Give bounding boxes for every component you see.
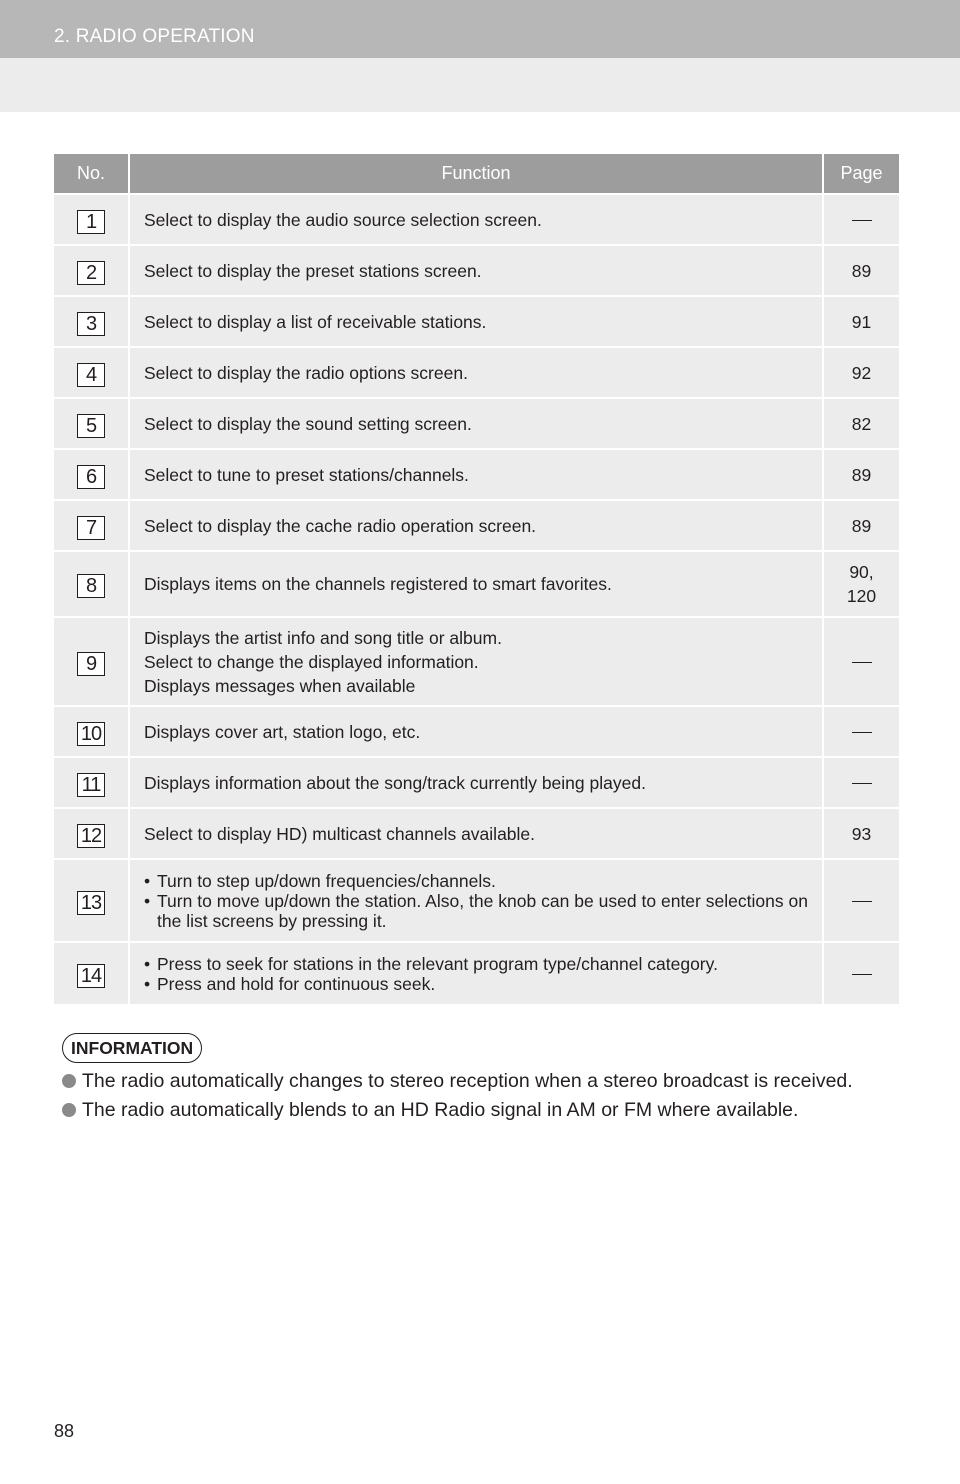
info-item-text: The radio automatically changes to stereo reception when a stereo broadcast is received. xyxy=(82,1070,853,1092)
page-reference: 93 xyxy=(851,823,872,844)
bullet-icon: • xyxy=(144,973,151,994)
page-reference: 90, 120 xyxy=(846,562,877,606)
no-page-dash-icon xyxy=(852,901,872,902)
row-number-cell xyxy=(54,757,129,808)
column-header-function: Function xyxy=(129,154,823,194)
function-cell xyxy=(129,245,823,296)
row-number-cell xyxy=(54,500,129,551)
function-text: Displays information about the song/track currently being played. xyxy=(144,772,646,793)
table-row xyxy=(54,500,899,551)
column-header-no: No. xyxy=(54,154,129,194)
info-item-text: The radio automatically blends to an HD Radio signal in AM or FM where available. xyxy=(82,1099,799,1121)
row-number-box: 2 xyxy=(77,261,105,285)
bullet-icon: • xyxy=(144,870,151,891)
row-number-cell xyxy=(54,296,129,347)
bullet-icon: • xyxy=(144,890,151,911)
table-row xyxy=(54,449,899,500)
row-number-cell xyxy=(54,398,129,449)
row-number-box: 9 xyxy=(77,652,105,676)
row-number-box: 8 xyxy=(77,574,105,598)
function-cell xyxy=(129,449,823,500)
bullet-icon xyxy=(62,1103,76,1117)
info-item xyxy=(62,1097,942,1123)
bullet-item xyxy=(144,871,808,891)
page-cell xyxy=(823,398,899,449)
page-cell xyxy=(823,617,899,706)
function-cell xyxy=(129,398,823,449)
row-number-cell xyxy=(54,551,129,617)
row-number-cell xyxy=(54,194,129,245)
page-reference: 92 xyxy=(851,362,872,383)
page-cell xyxy=(823,808,899,859)
function-cell xyxy=(129,706,823,757)
table-row xyxy=(54,617,899,706)
function-cell xyxy=(129,757,823,808)
table-row xyxy=(54,551,899,617)
row-number-box: 11 xyxy=(77,773,105,797)
function-text: Displays the artist info and song title or album. xyxy=(144,627,502,648)
page-cell xyxy=(823,942,899,1004)
row-number-cell xyxy=(54,808,129,859)
page-reference: 82 xyxy=(851,413,872,434)
function-text: Select to change the displayed information. xyxy=(144,651,479,672)
page-reference: 89 xyxy=(851,464,872,485)
row-number-box: 14 xyxy=(77,964,105,988)
no-page-dash-icon xyxy=(852,220,872,221)
function-text: Displays items on the channels registered to smart favorites. xyxy=(144,574,612,594)
function-table xyxy=(54,154,899,1004)
bullet-item xyxy=(144,954,808,974)
function-text: Select to display the cache radio operation screen. xyxy=(144,515,537,536)
row-number-box: 1 xyxy=(77,210,105,234)
function-cell xyxy=(129,808,823,859)
row-number-box: 12 xyxy=(77,824,105,848)
info-item xyxy=(62,1068,942,1094)
row-number-box: 10 xyxy=(77,722,105,746)
row-number-box: 4 xyxy=(77,363,105,387)
function-text: Select to display the preset stations screen. xyxy=(144,260,482,281)
function-cell xyxy=(129,942,823,1004)
function-text: Select to display a list of receivable stations. xyxy=(144,311,487,332)
bullet-text: Turn to step up/down frequencies/channels. xyxy=(157,870,496,891)
page-cell xyxy=(823,757,899,808)
page-number: 88 xyxy=(54,1421,75,1441)
row-number-cell xyxy=(54,347,129,398)
table-row xyxy=(54,859,899,942)
row-number-cell xyxy=(54,942,129,1004)
row-number-cell xyxy=(54,245,129,296)
function-cell xyxy=(129,500,823,551)
page-cell xyxy=(823,551,899,617)
bullet-item xyxy=(144,891,808,931)
function-cell xyxy=(129,551,823,617)
table-body xyxy=(54,194,899,1004)
no-page-dash-icon xyxy=(852,974,872,975)
page-cell xyxy=(823,859,899,942)
page-reference: 89 xyxy=(851,515,872,536)
column-header-page: Page xyxy=(823,154,899,194)
row-number-cell xyxy=(54,859,129,942)
row-number-cell xyxy=(54,617,129,706)
bullet-item xyxy=(144,974,808,994)
page-cell xyxy=(823,500,899,551)
section-title: 2. RADIO OPERATION xyxy=(54,26,255,47)
function-text: Select to display the audio source selection screen. xyxy=(144,209,542,230)
table-row xyxy=(54,942,899,1004)
row-number-box: 7 xyxy=(77,516,105,540)
no-page-dash-icon xyxy=(852,662,872,663)
function-cell xyxy=(129,296,823,347)
table-row xyxy=(54,296,899,347)
row-number-box: 5 xyxy=(77,414,105,438)
bullet-icon: • xyxy=(144,953,151,974)
function-text: Displays messages when available xyxy=(144,675,416,696)
function-cell xyxy=(129,617,823,706)
table-row xyxy=(54,194,899,245)
bullet-text: Press and hold for continuous seek. xyxy=(157,973,436,994)
function-text: Displays cover art, station logo, etc. xyxy=(144,721,421,742)
row-number-cell xyxy=(54,449,129,500)
table-header-row xyxy=(54,154,899,194)
function-text: Select to display HD) multicast channels available. xyxy=(144,823,536,844)
row-number-box: 13 xyxy=(77,891,105,915)
row-number-box: 3 xyxy=(77,312,105,336)
page-reference: 91 xyxy=(851,311,872,332)
table-row xyxy=(54,398,899,449)
bullet-text: Press to seek for stations in the relevant program type/channel category. xyxy=(157,953,718,974)
table-row xyxy=(54,808,899,859)
page-cell xyxy=(823,347,899,398)
function-cell xyxy=(129,194,823,245)
table-row xyxy=(54,706,899,757)
row-number-cell xyxy=(54,706,129,757)
page-cell xyxy=(823,194,899,245)
function-text: Select to tune to preset stations/channels. xyxy=(144,464,469,485)
page-cell xyxy=(823,296,899,347)
function-cell xyxy=(129,859,823,942)
table-row xyxy=(54,347,899,398)
row-number-box: 6 xyxy=(77,465,105,489)
page-cell xyxy=(823,706,899,757)
no-page-dash-icon xyxy=(852,783,872,784)
function-cell xyxy=(129,347,823,398)
table-row xyxy=(54,757,899,808)
function-text: Select to display the sound setting screen. xyxy=(144,413,472,434)
bullet-text: Turn to move up/down the station. Also, the knob can be used to enter selections on the list screens by pressing it. xyxy=(157,890,808,931)
information-badge: INFORMATION xyxy=(62,1033,202,1063)
no-page-dash-icon xyxy=(852,732,872,733)
function-text: Select to display the radio options screen. xyxy=(144,362,468,383)
page-cell xyxy=(823,245,899,296)
bullet-icon xyxy=(62,1074,76,1088)
table-row xyxy=(54,245,899,296)
page-reference: 89 xyxy=(851,260,872,281)
page-cell xyxy=(823,449,899,500)
